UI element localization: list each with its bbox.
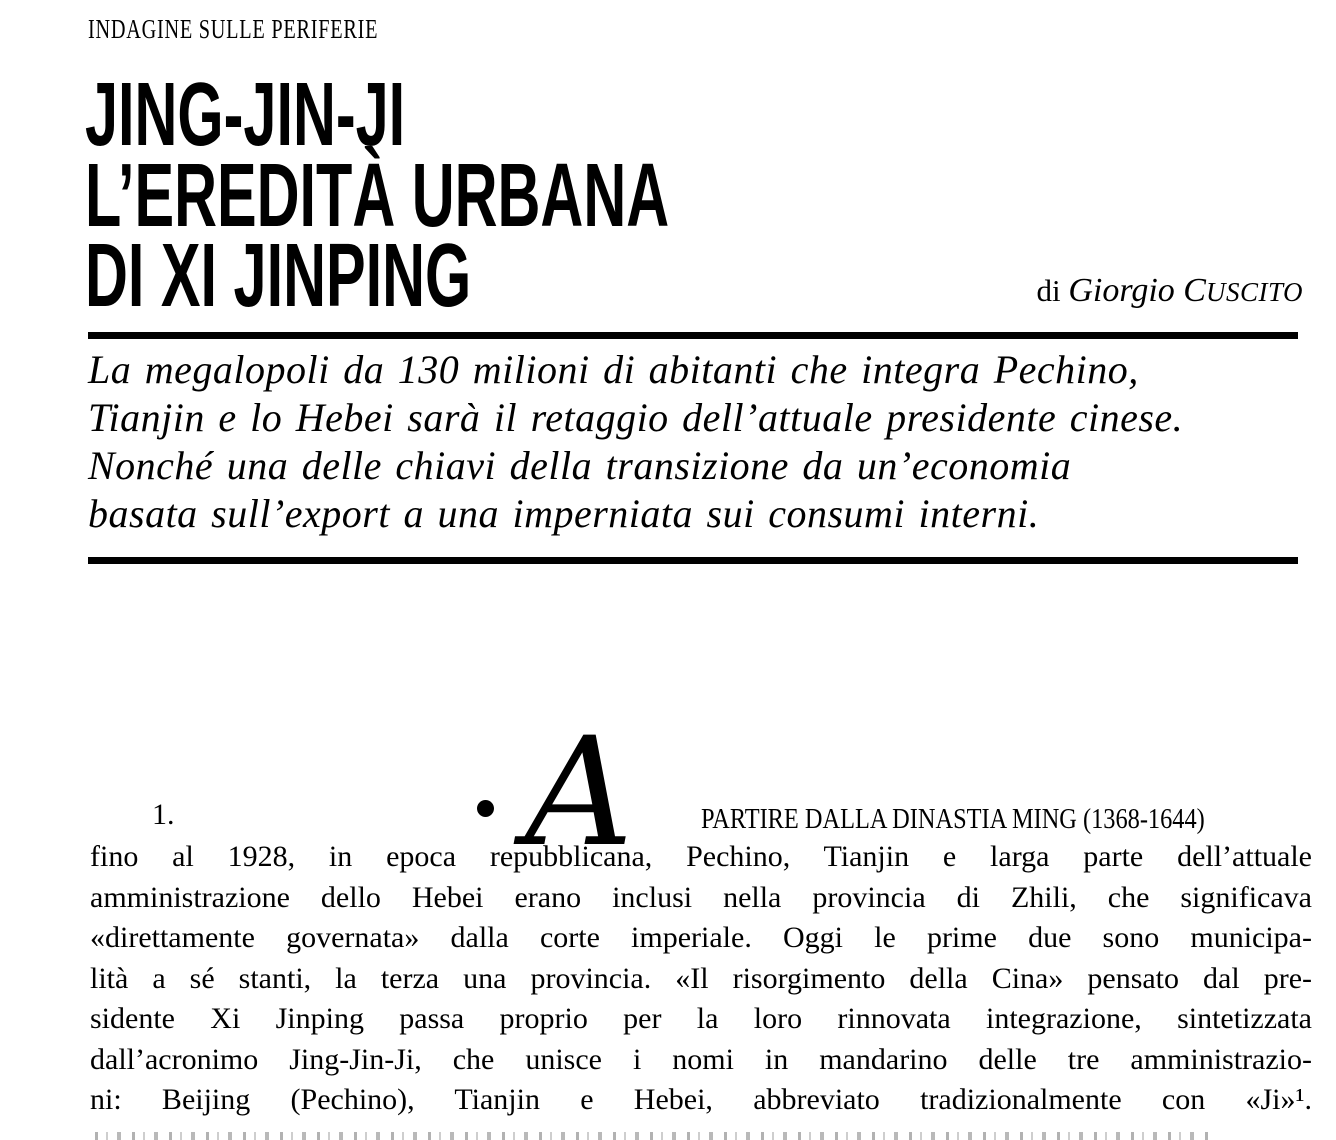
headline-line: L’EREDITÀ URBANA [85,145,670,246]
section-number: 1. [152,798,175,831]
body-text-line: fino al 1928, in epoca repubblicana, Pechino, Tianjin e larga parte dell’attuale [90,840,1312,873]
body-text-line: amministrazione dello Hebei erano inclusi nella provincia di Zhili, che significava [90,880,1312,914]
bottom-rule [88,557,1298,564]
headline-line: DI XI JINPING [85,226,472,326]
body-text-line: «direttamente governata» dalla corte imperiale. Oggi le prime due sono municipa- [90,921,1312,954]
body-text-line: dall’acronimo Jing-Jin-Ji, che unisce i nomi in mandarino delle tre amministrazio- [90,1042,1312,1076]
byline [1036,272,1303,310]
body-paragraph [90,837,1312,1121]
opening-small-caps: PARTIRE DALLA DINASTIA MING (1368-1644) [701,804,1205,835]
body-text-line: ni: Beijing (Pechino), Tianjin e Hebei, abbreviato tradizionalmente con «Ji»¹. [90,1083,1312,1116]
article-headline [85,65,670,326]
lede-line: Nonché una delle chiavi della transizione da un’economia [88,443,1072,488]
lede-line: La megalopoli da 130 milioni di abitanti che integra Pechino, [88,347,1139,392]
body-text-line: sidente Xi Jinping passa proprio per la loro rinnovata integrazione, sintetizzata [90,1002,1312,1035]
byline-prefix: di [1036,273,1069,308]
headline-line: JING-JIN-JI [85,65,406,165]
top-rule [88,332,1298,339]
lede-line: basata sull’export a una imperniata sui consumi interni. [88,491,1040,536]
lede-paragraph [88,346,1183,538]
drop-cap-flourish-dot [477,800,494,817]
author-surname-initial: C [1183,272,1206,309]
lede-line: Tianjin e lo Hebei sarà il retaggio dell’attuale presidente cinese. [88,395,1184,440]
author-surname-rest: USCITO [1205,277,1303,307]
kicker: INDAGINE SULLE PERIFERIE [88,14,379,44]
author-first-name: Giorgio [1068,272,1184,309]
body-text-line: lità a sé stanti, la terza una provincia. «Il risorgimento della Cina» pensato dal pre- [90,961,1312,995]
clipped-text-line [95,1132,1215,1140]
drop-cap: A [525,706,634,880]
